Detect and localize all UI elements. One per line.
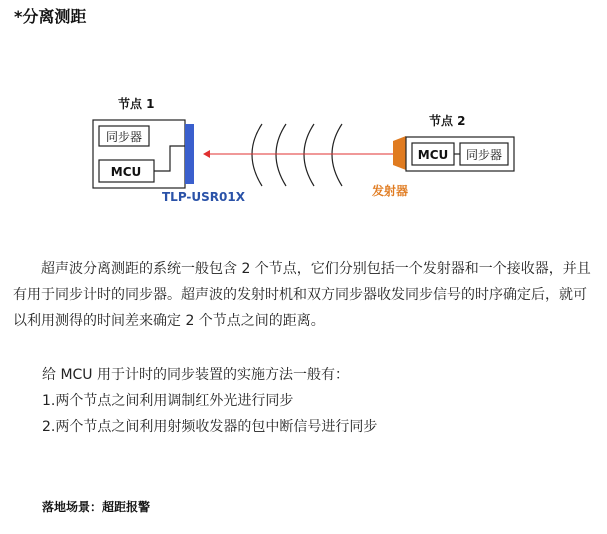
paragraph-description: 超声波分离测距的系统一般包含 2 个节点，它们分别包括一个发射器和一个接收器，并且有用于同步计时的同步器。超声波的发射时机和双方同步器收发同步信号的时序确定后，就可以利用测得的时间差来确定 2 个节点之间的距离。	[13, 261, 591, 329]
emitter-label: 发射器	[372, 184, 409, 198]
node1-label: 节点 1	[118, 97, 155, 111]
distance-measurement-diagram	[0, 0, 607, 230]
sound-waves	[252, 124, 342, 186]
node2-label: 节点 2	[429, 114, 466, 128]
node2-mcu-label: MCU	[417, 148, 449, 162]
emitter	[393, 136, 406, 170]
paragraph-methods-intro: 给 MCU 用于计时的同步装置的实施方法一般有：	[42, 367, 350, 383]
scene-label: 落地场景：超距报警	[42, 500, 151, 514]
node1-mcu-label: MCU	[110, 165, 142, 179]
module-label: TLP-USR01X	[162, 190, 245, 204]
method-item-2: 2.两个节点之间利用射频收发器的包中断信号进行同步	[42, 419, 378, 435]
receiver-module	[185, 124, 194, 184]
node1-sync-label: 同步器	[105, 130, 143, 144]
node2-sync-label: 同步器	[465, 148, 503, 162]
page-heading: *分离测距	[14, 7, 87, 26]
method-item-1: 1.两个节点之间利用调制红外光进行同步	[42, 393, 294, 409]
